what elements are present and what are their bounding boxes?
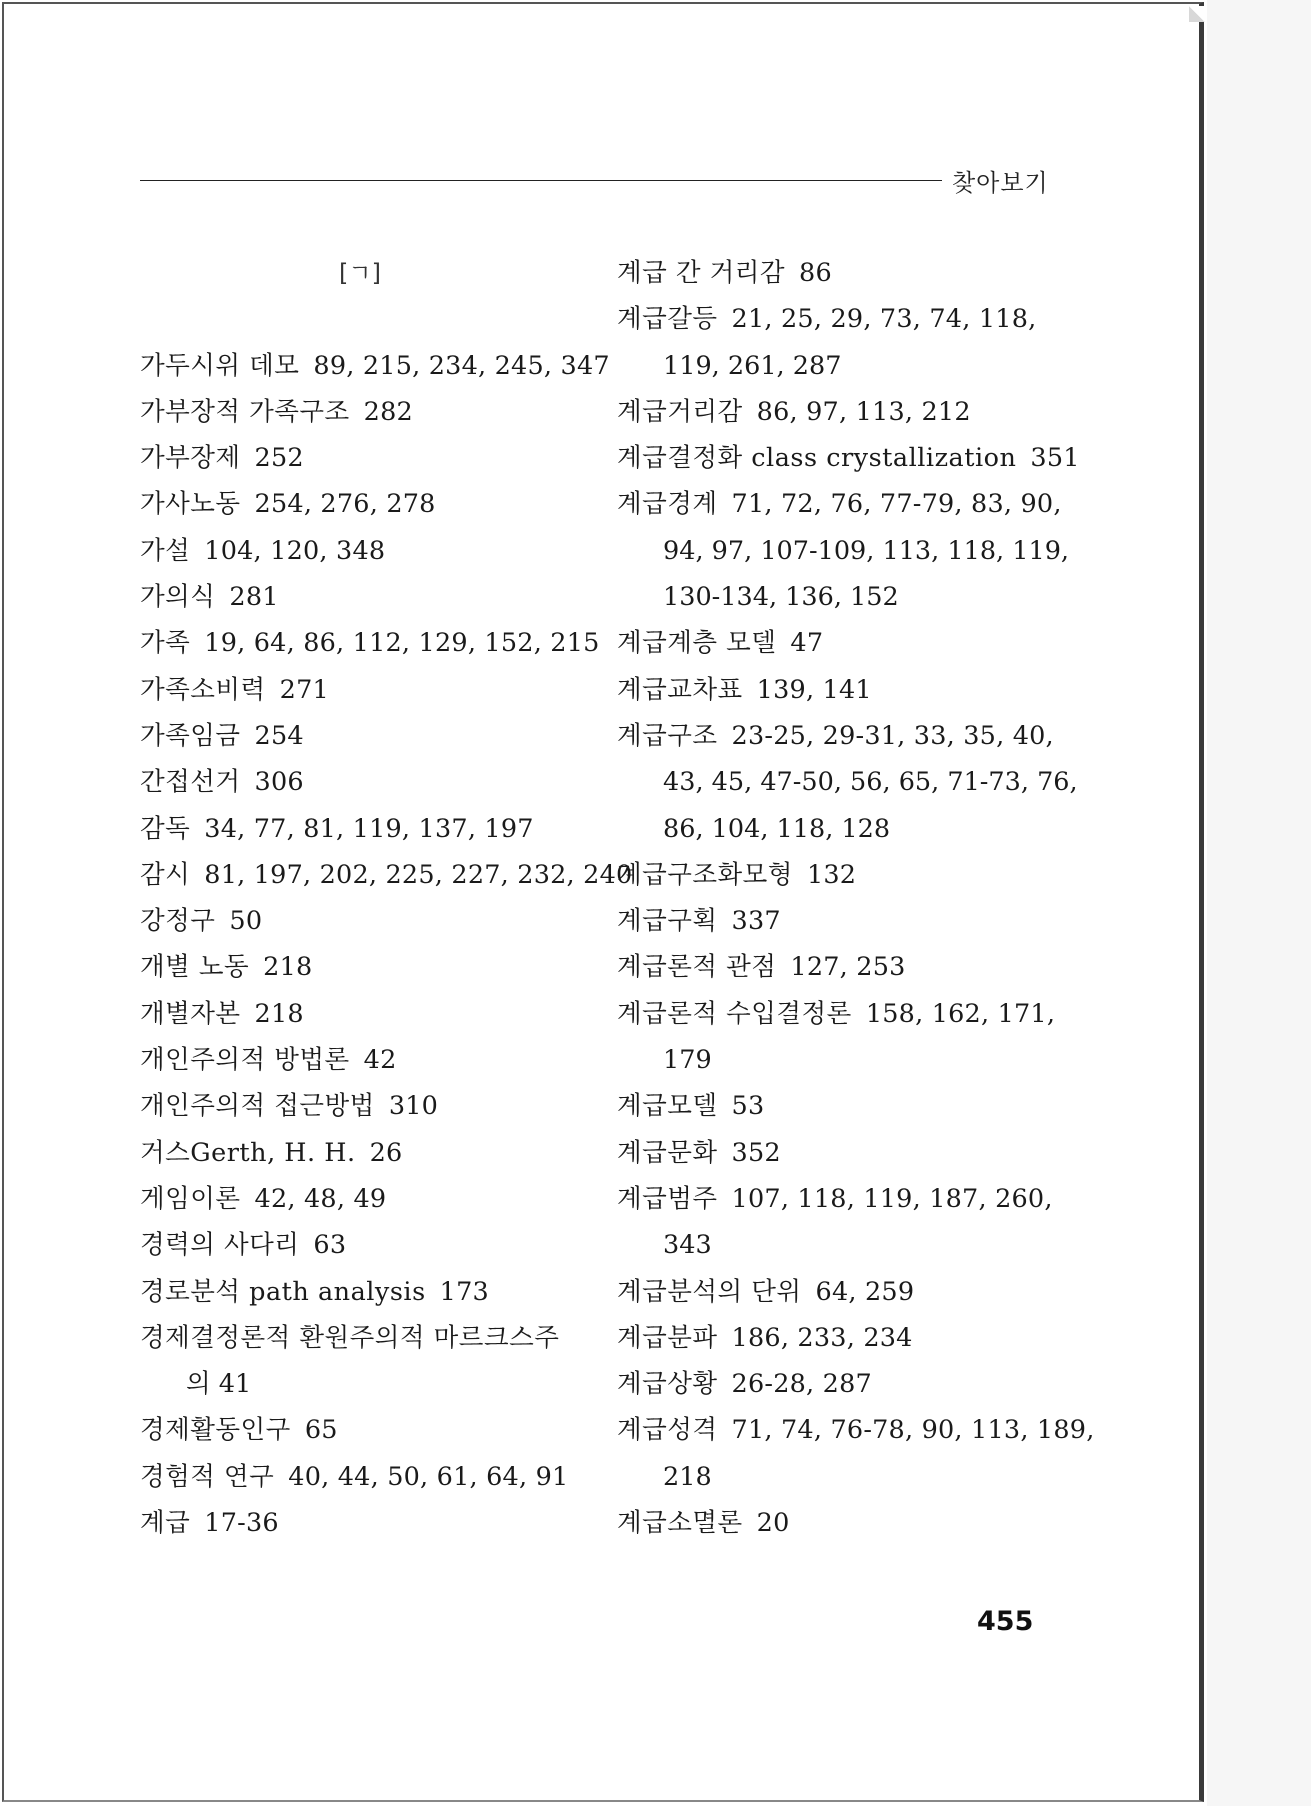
index-term: 계급결정화 class crystallization (617, 443, 1017, 474)
index-term: 가족임금 (140, 720, 241, 751)
index-page-refs: 34, 77, 81, 119, 137, 197 (204, 813, 534, 844)
index-term: 계급교차표 (617, 674, 743, 705)
index-term: 계급분파 (617, 1322, 718, 1353)
index-entry (617, 435, 1080, 481)
running-header-title: 찾아보기 (952, 169, 1049, 197)
section-heading: [ㄱ] (339, 259, 381, 287)
index-page-refs: 186, 233, 234 (731, 1322, 913, 1353)
index-term: 게임이론 (140, 1183, 241, 1214)
index-entry (617, 713, 1054, 759)
index-entry-continuation (617, 1222, 1047, 1268)
index-page-refs: 218 (263, 952, 313, 983)
index-entry (617, 481, 1062, 527)
index-term: 계급 간 거리감 (617, 258, 786, 288)
index-entry-list-right (617, 250, 1095, 1546)
index-page-refs: 281 (229, 582, 279, 613)
index-term: 계급소멸론 (617, 1508, 743, 1539)
index-term: 개별 노동 (140, 952, 250, 983)
index-term: 거스Gerth, H. H. (140, 1137, 356, 1168)
index-entry (617, 389, 1047, 435)
index-term: 가족소비력 (140, 674, 266, 705)
index-entry (140, 759, 580, 805)
index-entry (140, 1037, 580, 1083)
index-term: 계급성격 (617, 1415, 718, 1446)
index-term: 계급구조 (617, 720, 718, 751)
index-entry-list-left (140, 343, 633, 1547)
index-entry (140, 852, 633, 898)
viewer-background (1207, 0, 1311, 1806)
index-page-refs: 40, 44, 50, 61, 64, 91 (288, 1461, 569, 1492)
index-entry (617, 1269, 1047, 1315)
index-term: 계급갈등 (617, 304, 718, 335)
index-entry-continuation (617, 806, 1047, 852)
index-entry (140, 667, 580, 713)
index-term: 가설 (140, 535, 191, 566)
index-page-refs: 86, 97, 113, 212 (756, 396, 971, 427)
index-page-refs: 107, 118, 119, 187, 260, (731, 1183, 1053, 1214)
index-page-refs: 271 (279, 674, 329, 705)
index-page-refs: 19, 64, 86, 112, 129, 152, 215 (204, 628, 600, 659)
index-page-refs: 86, 104, 118, 128 (663, 813, 891, 844)
index-entry-continuation (617, 343, 1047, 389)
index-page-refs: 218 (254, 998, 304, 1029)
index-term: 경제활동인구 (140, 1415, 291, 1446)
index-page-refs: 310 (388, 1091, 439, 1122)
index-entry (140, 1222, 580, 1268)
index-term: 계급거리감 (617, 396, 743, 427)
index-term: 가부장적 가족구조 (140, 396, 350, 427)
index-entry (617, 898, 1047, 944)
index-entry-continuation (617, 759, 1078, 805)
index-term: 계급계층 모델 (617, 628, 777, 659)
index-entry (617, 991, 1056, 1037)
index-entry (140, 806, 580, 852)
index-entry (140, 481, 580, 527)
index-term: 강정구 (140, 906, 216, 937)
index-page-refs: 23-25, 29-31, 33, 35, 40, (731, 720, 1054, 751)
index-page-refs: 64, 259 (815, 1276, 915, 1307)
index-page-refs: 252 (254, 443, 304, 474)
index-entry (617, 296, 1047, 342)
index-page-refs: 81, 197, 202, 225, 227, 232, 240 (204, 859, 633, 890)
index-term: 경험적 연구 (140, 1461, 275, 1492)
index-term: 경로분석 path analysis (140, 1276, 426, 1307)
index-term: 경력의 사다리 (140, 1230, 300, 1261)
index-entry (140, 1315, 580, 1361)
index-term: 계급문화 (617, 1137, 718, 1168)
index-term: 가의식 (140, 582, 216, 613)
index-entry (617, 944, 1047, 990)
index-entry (617, 1361, 1047, 1407)
index-term: 계급모델 (617, 1091, 718, 1122)
index-entry (140, 620, 600, 666)
index-term: 가두시위 데모 (140, 350, 300, 381)
index-page-refs: 89, 215, 234, 245, 347 (313, 350, 610, 381)
index-entry (140, 1130, 580, 1176)
index-page-refs: 173 (439, 1276, 489, 1307)
index-entry (617, 1500, 1047, 1546)
index-term: 간접선거 (140, 767, 241, 798)
index-page-refs: 50 (229, 906, 263, 937)
index-term: 가사노동 (140, 489, 241, 520)
index-entry (140, 991, 580, 1037)
index-page-refs: 94, 97, 107-109, 113, 118, 119, (663, 535, 1070, 566)
index-term: 개인주의적 접근방법 (140, 1091, 375, 1122)
index-entry-continuation (617, 1037, 1047, 1083)
index-term: 계급구조화모형 (617, 859, 793, 890)
index-entry (140, 713, 580, 759)
index-term: 개별자본 (140, 998, 241, 1029)
index-page-refs: 158, 162, 171, (865, 998, 1056, 1029)
index-page-refs: 86 (799, 258, 832, 288)
index-page-refs: 254, 276, 278 (254, 489, 436, 520)
index-entry (140, 435, 580, 481)
index-entry (140, 1500, 580, 1546)
index-entry (617, 1315, 1047, 1361)
index-term: 계급분석의 단위 (617, 1276, 802, 1307)
index-entry (140, 389, 580, 435)
index-term: 계급범주 (617, 1183, 718, 1214)
index-page-refs: 282 (363, 396, 413, 427)
index-term: 계급구획 (617, 906, 718, 937)
index-entry (617, 620, 1047, 666)
index-entry (617, 852, 1047, 898)
index-column-right (617, 250, 1095, 1546)
index-page-refs: 65 (304, 1415, 338, 1446)
index-entry (140, 1454, 580, 1500)
index-page-refs: 53 (731, 1091, 765, 1122)
index-page-refs: 17-36 (204, 1508, 279, 1539)
index-page-refs: 306 (254, 767, 304, 798)
index-page-refs: 20 (756, 1508, 790, 1539)
index-term: 계급론적 수입결정론 (617, 998, 852, 1029)
index-page-refs: 343 (663, 1230, 712, 1261)
index-term: 가족 (140, 628, 191, 659)
index-page-refs: 254 (254, 720, 304, 751)
index-page-refs: 179 (663, 1045, 712, 1076)
index-column-left (140, 250, 633, 1546)
index-page-refs: 26 (369, 1137, 403, 1168)
index-page-refs: 26-28, 287 (731, 1369, 872, 1400)
index-page-refs: 43, 45, 47-50, 56, 65, 71-73, 76, (663, 767, 1078, 798)
index-page-refs: 218 (663, 1461, 712, 1492)
index-page-refs: 42, 48, 49 (254, 1183, 387, 1214)
index-term: 계급경계 (617, 489, 718, 520)
header-rule (140, 180, 942, 181)
index-term: 감시 (140, 859, 191, 890)
index-page-refs: 42 (363, 1045, 397, 1076)
index-page-refs: 의 41 (186, 1369, 252, 1400)
index-page-refs: 351 (1030, 443, 1080, 474)
index-entry-continuation (617, 1454, 1047, 1500)
index-page-refs: 130-134, 136, 152 (663, 582, 899, 613)
index-entry (617, 667, 1047, 713)
index-entry (140, 1269, 580, 1315)
index-entry (140, 528, 580, 574)
index-entry (617, 1176, 1053, 1222)
index-page-refs: 352 (731, 1137, 781, 1168)
index-entry-continuation (617, 574, 1047, 620)
index-page-refs: 71, 74, 76-78, 90, 113, 189, (731, 1415, 1095, 1446)
index-term: 개인주의적 방법론 (140, 1045, 350, 1076)
index-entry (617, 1130, 1047, 1176)
page-number: 455 (977, 1606, 1034, 1637)
index-entry-continuation (617, 528, 1070, 574)
index-entry (617, 1083, 1047, 1129)
index-term: 계급 (140, 1508, 191, 1539)
index-page-refs: 132 (806, 859, 857, 890)
index-term: 계급론적 관점 (617, 952, 777, 983)
index-page-refs: 47 (790, 628, 824, 659)
index-entry (140, 944, 580, 990)
index-entry (140, 1176, 580, 1222)
index-page-refs: 21, 25, 29, 73, 74, 118, (731, 304, 1037, 335)
index-page-refs: 127, 253 (790, 952, 906, 983)
index-entry (140, 574, 580, 620)
index-entry-continuation (140, 1361, 580, 1407)
index-page-refs: 337 (731, 906, 781, 937)
page-corner-fold (1189, 6, 1205, 22)
index-entry (140, 343, 610, 389)
index-term: 가부장제 (140, 443, 241, 474)
index-term: 경제결정론적 환원주의적 마르크스주 (140, 1322, 560, 1353)
index-term: 감독 (140, 813, 191, 844)
index-entry (617, 1407, 1095, 1453)
index-page-refs: 104, 120, 348 (204, 535, 386, 566)
index-page-refs: 119, 261, 287 (663, 350, 842, 381)
index-entry (140, 1083, 580, 1129)
index-page-refs: 139, 141 (756, 674, 872, 705)
index-page-refs: 63 (313, 1230, 347, 1261)
index-entry (140, 898, 580, 944)
index-entry (140, 1407, 580, 1453)
index-entry (617, 250, 1047, 296)
index-page-refs: 71, 72, 76, 77-79, 83, 90, (731, 489, 1062, 520)
index-term: 계급상황 (617, 1369, 718, 1400)
